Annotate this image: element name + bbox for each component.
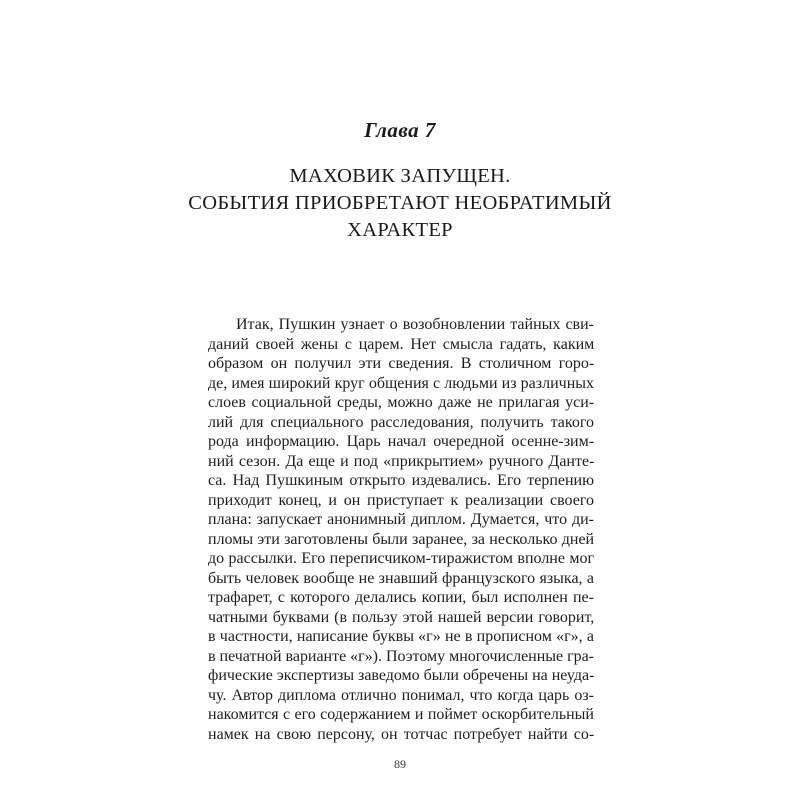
text-line: слоев социальной среды, можно даже не прилагая уси- <box>208 394 595 411</box>
text-line: быть человек вообще не знавший французского языка, а <box>208 569 594 587</box>
text-line: накомится с его содержанием и поймет оскорбительный <box>208 706 594 723</box>
text-line: до рассылки. Его переписчиком-тиражистом вполне мог <box>208 550 595 567</box>
text-line: намек на свою персону, он тотчас потребует найти со- <box>208 725 595 743</box>
text-line: фические экспертизы заведомо были обречены на неуда- <box>208 667 595 684</box>
text-line: чатными буквами (в пользу этой нашей версии говорит, <box>208 608 595 626</box>
text-line: даний своей жены с царем. Нет смысла гадать, каким <box>208 335 595 353</box>
text-line: пломы эти заготовлены были заранее, за несколько дней <box>208 530 595 548</box>
text-line: приходит конец, и он приступает к реализации своего <box>208 491 594 509</box>
text-line: са. Над Пушкиным открыто издевались. Его терпению <box>208 472 595 489</box>
text-line: Итак, Пушкин узнает о возобновлении тайных сви- <box>236 316 594 333</box>
text-line: лий для специального расследования, получить такого <box>208 413 594 431</box>
chapter-title <box>0 163 800 244</box>
chapter-title-line: ХАРАКТЕР <box>347 219 453 241</box>
chapter-label: Глава 7 <box>364 118 436 142</box>
text-line: рода информацию. Царь начал очередной осенне-зим- <box>208 433 595 450</box>
text-line: в печатной варианте «г»). Поэтому многочисленные гра- <box>208 647 594 665</box>
text-line: де, имея широкий круг общения с людьми из различных <box>208 374 594 392</box>
text-line: образом он получил эти сведения. В столичном горо- <box>208 355 595 372</box>
text-line: трафарет, с которого делались копии, был исполнен пе- <box>208 589 594 606</box>
text-line: ний сезон. Да еще и под «прикрытием» ручного Данте- <box>208 452 595 470</box>
text-line: в частности, написание буквы «г» не в прописном «г», а <box>208 628 594 645</box>
chapter-title-line: СОБЫТИЯ ПРИОБРЕТАЮТ НЕОБРАТИМЫЙ <box>188 192 612 214</box>
text-line: чу. Автор диплома отлично понимал, что когда царь оз- <box>208 686 594 704</box>
page-number: 89 <box>394 757 406 771</box>
text-line: плана: запускает анонимный диплом. Думается, что ди- <box>208 511 594 528</box>
chapter-title-line: МАХОВИК ЗАПУЩЕН. <box>289 165 511 187</box>
body-paragraph <box>208 315 594 744</box>
